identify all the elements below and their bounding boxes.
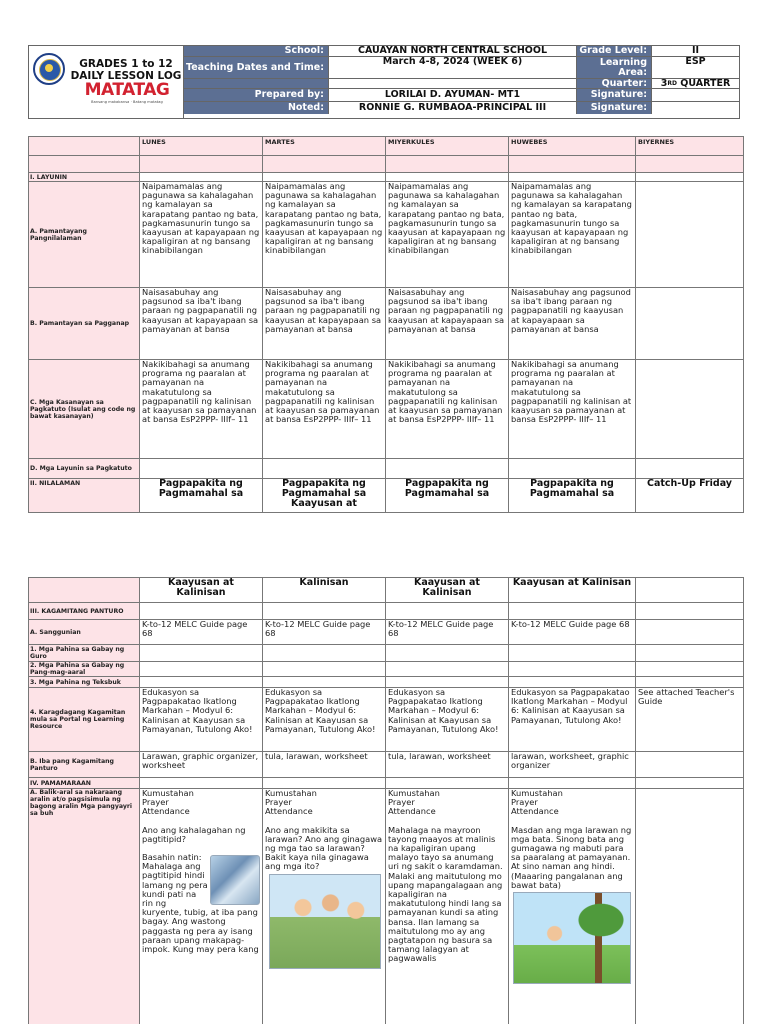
row-label-gabay-guro: 1. Mga Pahina sa Gabay ng Guro [29,645,140,662]
row-label-kagamitan: III. KAGAMITANG PANTURO [29,603,140,620]
row-label-nilalaman: II. NILALAMAN [29,479,140,513]
quarter-number: 3 [660,79,668,89]
coins-illustration [210,855,260,905]
pamantayang-biyernes [636,182,744,288]
dll-title-line2: DAILY LESSON LOG [70,70,182,82]
pagganap-miyerkules: Naisasabuhay ang pagsunod sa iba't ibang paraan ng pagpapanatili ng kaayusan at kapayapaan sa pamayanan at bansa [386,288,509,360]
balik-huwebes-body: Masdan ang mga larawan ng mga bata. Sinong bata ang gumagawa ng mabuti para sa paaralang at pamayanan. At sino naman ang hindi. (Maaaring pangalanan ang bawat bata) [511,824,632,890]
grade-level-label: Grade Level: [577,46,652,57]
routine-kumustahan: Kumustahan [142,788,194,798]
school-value: CAUAYAN NORTH CENTRAL SCHOOL [329,46,577,57]
iba-pang-lunes: Larawan, graphic organizer, worksheet [140,752,263,778]
dll-title-line1: GRADES 1 to 12 [79,58,173,70]
child-sweeping-illustration [513,892,631,984]
routine-attendance: Attendance [511,806,559,817]
karagdagang-miyerkules: Edukasyon sa Pagpapakatao Ikatlong Markahan – Modyul 6: Kalinisan at Kaayusan sa Pamayanan, Tutulong Ako! [386,688,509,752]
deped-seal-icon [33,53,65,85]
nilalaman-cont-martes: Kalinisan [263,578,386,603]
iba-pang-row [29,752,744,778]
quarter-value [652,79,739,89]
quarter-label: Quarter: [577,79,652,89]
row-label-balik-aral: A. Balik-aral sa nakaraang aralin at/o pagsisimula ng bagong aralin Mga pangyayri sa buh [29,789,140,1024]
header-info-grid [184,46,739,118]
sanggunian-miyerkules: K-to-12 MELC Guide page 68 [386,620,509,645]
row-label-blank [29,578,140,603]
kasanayan-huwebes: Nakikibahagi sa anumang programa ng paaralan at pamayanan na makatutulong sa pagpapanatili ng kalinisan at kaayusan sa pamayanan at bansa EsP2PPP- IIIf– 11 [509,360,636,459]
gabay-mag-aaral-row [29,662,744,677]
quarter-word: QUARTER [676,79,731,89]
quarter-suffix: RD [667,79,677,87]
prepared-by-value: LORILAI D. AYUMAN- MT1 [329,89,577,102]
signature-label-1: Signature: [577,89,652,102]
row-label-gabay-mag-aaral: 2. Mga Pahina sa Gabay ng Pang-mag-aaral [29,662,140,677]
nilalaman-row [29,479,744,513]
routine-attendance: Attendance [265,806,313,817]
blank-label [184,79,329,89]
lesson-table-part2 [28,577,744,1024]
nilalaman-lunes: Pagpapakita ng Pagmamahal sa [140,479,263,513]
gabay-guro-row [29,645,744,662]
routine-attendance: Attendance [142,806,190,817]
pamantayang-martes: Naipamamalas ang pagunawa sa kahalagahan ng kamalayan sa karapatang pantao ng bata, pagkamasunurin tungo sa kaayusan at kapayapaan ng kapaligiran at ng bansang kinabibilangan [263,182,386,288]
lesson-table-part1 [28,136,744,513]
row-label-pamamaraan: IV. PAMAMARAAN [29,778,140,789]
noted-label: Noted: [184,102,329,114]
kasanayan-martes: Nakikibahagi sa anumang programa ng paaralan at pamayanan na makatutulong sa pagpapanatili ng kalinisan at kaayusan sa pamayanan at bansa EsP2PPP- IIIf– 11 [263,360,386,459]
row-label-pamantayang: A. Pamantayang Pangnilalaman [29,182,140,288]
karagdagang-martes: Edukasyon sa Pagpapakatao Ikatlong Markahan – Modyul 6: Kalinisan at Kaayusan sa Pamayanan, Tutulong Ako! [263,688,386,752]
karagdagang-biyernes: See attached Teacher's Guide [636,688,744,752]
balik-lunes-body: Basahin natin: Mahalaga ang pagtitipid hindi lamang ng pera kundi pati na rin ng kuryente, tubig, at iba pang bagay. Ang wastong paggasta ng pera ay isang paraan upang makapag-impok. Kung may pera kang [142,852,259,955]
nilalaman-continued-row [29,578,744,603]
row-label-kasanayan: C. Mga Kasanayan sa Pagkatuto (Isulat ang code ng bawat kasanayan) [29,360,140,459]
pamamaraan-row [29,778,744,789]
balik-miyerkules-body: Mahalaga na mayroon tayong maayos at malinis na kapaligiran upang malayo tayo sa anumang uri ng sakit o karamdaman. Malaki ang maitutulong mo upang mapangalagaan ang kapaligiran na makatutulong hindi lang sa pamayanan kundi sa ating bansa. Ilan lamang sa maitutulong mo ay ang pagtatapon ng basura sa tamang lalagyan at pagwawalis [388,824,503,964]
nilalaman-miyerkules: Pagpapakita ng Pagmamahal sa [386,479,509,513]
grade-level-value: II [652,46,739,57]
routine-prayer: Prayer [511,797,538,808]
teaching-dates-label: Teaching Dates and Time: [184,57,329,79]
routine-attendance: Attendance [388,806,436,817]
row-label-pagganap: B. Pamantayan sa Pagganap [29,288,140,360]
blank-band-row [29,156,744,173]
row-label-layunin: I. LAYUNIN [29,173,140,182]
iba-pang-martes: tula, larawan, worksheet [263,752,386,778]
signature-label-2: Signature: [577,102,652,114]
nilalaman-cont-lunes: Kaayusan at Kalinisan [140,578,263,603]
dll-header [28,45,740,119]
pagganap-row [29,288,744,360]
karagdagang-lunes: Edukasyon sa Pagpapakatao Ikatlong Markahan – Modyul 6: Kalinisan at Kaayusan sa Pamayanan, Tutulong Ako! [140,688,263,752]
row-label-karagdagang: 4. Karagdagang Kagamitan mula sa Portal ng Learning Resource [29,688,140,752]
sanggunian-martes: K-to-12 MELC Guide page 68 [263,620,386,645]
balik-aral-row [29,789,744,1024]
karagdagang-row [29,688,744,752]
community-cleanup-illustration [269,874,381,969]
nilalaman-huwebes: Pagpapakita ng Pagmamahal sa [509,479,636,513]
day-lunes: LUNES [140,137,263,156]
school-label: School: [184,46,329,57]
blank-value [329,79,577,89]
balik-martes-questions: Ano ang makikita sa larawan? Ano ang ginagawa ng mga tao sa larawan? Bakit kaya nila ginagawa ang mga ito? [265,824,383,872]
brand-block [29,46,184,118]
kasanayan-row [29,360,744,459]
iba-pang-huwebes: larawan, worksheet, graphic organizer [509,752,636,778]
routine-kumustahan: Kumustahan [265,788,317,798]
layunin-pagkatuto-row [29,459,744,479]
signature-value-1 [652,89,739,102]
routine-prayer: Prayer [142,797,169,808]
teksbuk-row [29,677,744,688]
sanggunian-row [29,620,744,645]
matatag-logo-tagline: Bansang makabansa · Batang matatag [91,100,163,104]
signature-value-2 [652,102,739,114]
routine-kumustahan: Kumustahan [388,788,440,798]
layunin-row [29,173,744,182]
pamantayang-lunes: Naipamamalas ang pagunawa sa kahalagahan ng kamalayan sa karapatang pantao ng bata, pagkamasunurin tungo sa kaayusan at kapayapaan ng kapaligiran at ng bansang kinabibilangan [140,182,263,288]
matatag-logo-word: MATATAG [84,80,170,100]
sanggunian-huwebes: K-to-12 MELC Guide page 68 [509,620,636,645]
pagganap-biyernes [636,288,744,360]
kasanayan-biyernes [636,360,744,459]
day-miyerkules: MIYERKULES [386,137,509,156]
balik-aral-huwebes [509,789,636,1024]
row-label-layunin-pagkatuto: D. Mga Layunin sa Pagkatuto [29,459,140,479]
day-huwebes: HUWEBES [509,137,636,156]
balik-aral-miyerkules [386,789,509,1024]
row-label-iba-pang: B. Iba pang Kagamitang Panturo [29,752,140,778]
balik-aral-martes [263,789,386,1024]
day-biyernes: BIYERNES [636,137,744,156]
nilalaman-cont-huwebes: Kaayusan at Kalinisan [509,578,636,603]
pagganap-martes: Naisasabuhay ang pagsunod sa iba't ibang paraan ng pagpapanatili ng kaayusan at kapayapaan sa pamayanan at bansa [263,288,386,360]
pagganap-lunes: Naisasabuhay ang pagsunod sa iba't ibang paraan ng pagpapanatili ng kaayusan at kapayapaan sa pamayanan at bansa [140,288,263,360]
balik-aral-lunes [140,789,263,1024]
kagamitan-row [29,603,744,620]
day-martes: MARTES [263,137,386,156]
nilalaman-martes: Pagpapakita ng Pagmamahal sa Kaayusan at [263,479,386,513]
sanggunian-lunes: K-to-12 MELC Guide page 68 [140,620,263,645]
noted-value: RONNIE G. RUMBAOA-PRINCIPAL III [329,102,577,114]
teaching-dates-value: March 4-8, 2024 (WEEK 6) [329,57,577,79]
learning-area-label: Learning Area: [577,57,652,79]
routine-prayer: Prayer [388,797,415,808]
nilalaman-cont-miyerkules: Kaayusan at Kalinisan [386,578,509,603]
matatag-logo [69,80,185,104]
nilalaman-cont-biyernes [636,578,744,603]
balik-aral-biyernes [636,789,744,1024]
row-label-sanggunian: A. Sanggunian [29,620,140,645]
nilalaman-biyernes: Catch-Up Friday [636,479,744,513]
pamantayang-huwebes: Naipamamalas ang pagunawa sa kahalagahan ng kamalayan sa karapatang pantao ng bata, pagkamasunurin tungo sa kaayusan at kapayapaan ng kapaligiran at ng bansang kinabibilangan [509,182,636,288]
routine-kumustahan: Kumustahan [511,788,563,798]
pagganap-huwebes: Naisasabuhay ang pagsunod sa iba't ibang paraan ng pagpapanatili ng kaayusan at kapayapaan sa pamayanan at bansa [509,288,636,360]
pamantayang-miyerkules: Naipamamalas ang pagunawa sa kahalagahan ng kamalayan sa karapatang pantao ng bata, pagkamasunurin tungo sa kaayusan at kapayapaan ng kapaligiran at ng bansang kinabibilangan [386,182,509,288]
day-header-row [29,137,744,156]
corner-cell [29,137,140,156]
routine-prayer: Prayer [265,797,292,808]
iba-pang-miyerkules: tula, larawan, worksheet [386,752,509,778]
row-label-teksbuk: 3. Mga Pahina ng Teksbuk [29,677,140,688]
learning-area-value: ESP [652,57,739,79]
karagdagang-huwebes: Edukasyon sa Pagpapakatao Ikatlong Markahan – Modyul 6: Kalinisan at Kaayusan sa Pamayanan, Tutulong Ako! [509,688,636,752]
prepared-by-label: Prepared by: [184,89,329,102]
kasanayan-miyerkules: Nakikibahagi sa anumang programa ng paaralan at pamayanan na makatutulong sa pagpapanatili ng kalinisan at kaayusan sa pamayanan at bansa EsP2PPP- IIIf– 11 [386,360,509,459]
pamantayang-row [29,182,744,288]
balik-lunes-question: Ano ang kahalagahan ng pagtitipid? [142,824,246,844]
kasanayan-lunes: Nakikibahagi sa anumang programa ng paaralan at pamayanan na makatutulong sa pagpapanatili ng kalinisan at kaayusan sa pamayanan at bansa EsP2PPP- IIIf– 11 [140,360,263,459]
